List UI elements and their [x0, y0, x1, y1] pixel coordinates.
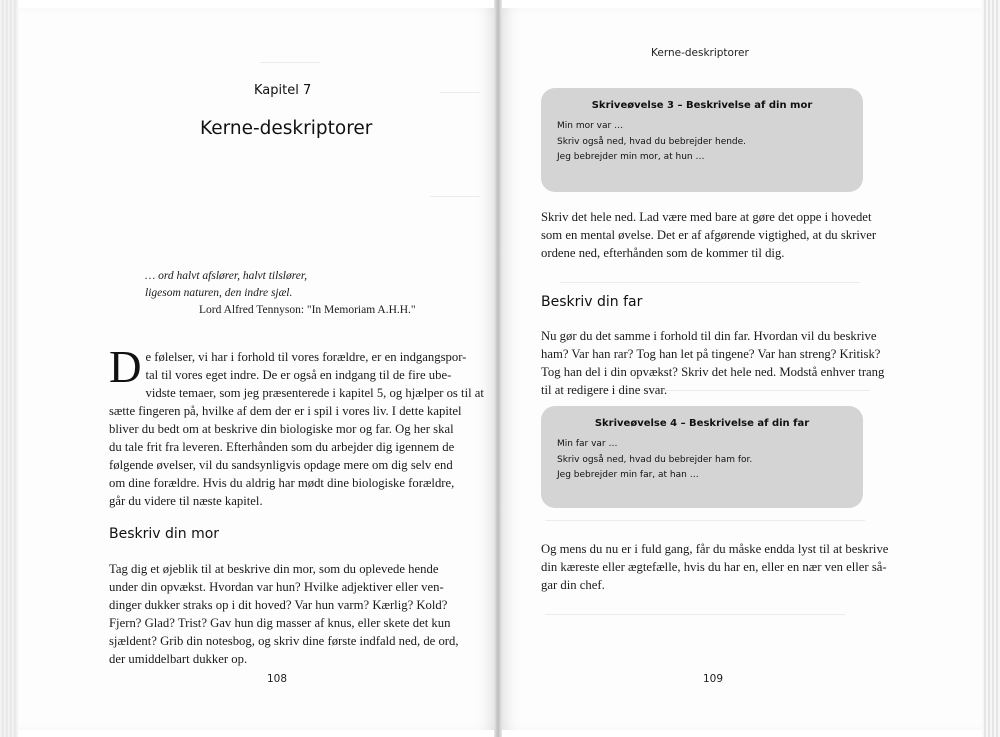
exercise-prompt: Jeg bebrejder min far, at han …: [557, 470, 699, 480]
text-line: Og mens du nu er i fuld gang, får du måske endda lyst til at beskrive: [541, 542, 889, 556]
chapter-title: Kerne-deskriptorer: [200, 118, 373, 139]
show-through: [430, 196, 480, 197]
mother-paragraph: [109, 560, 459, 668]
exercise-title: Skriveøvelse 4 – Beskrivelse af din far: [594, 418, 810, 429]
show-through: [545, 520, 865, 521]
text-line: sætte fingeren på, hvilke af dem der er i spil i vores liv. I dette kapitel: [109, 404, 462, 418]
epigraph-attribution: Lord Alfred Tennyson: "In Memoriam A.H.H.": [199, 304, 416, 316]
text-line: følgende øvelser, vil du sandsynligvis opdage mere om dig selv end: [109, 458, 453, 472]
drop-cap: D: [109, 342, 142, 392]
page-edges-right: [982, 0, 1000, 737]
write-it-down-paragraph: [541, 208, 881, 262]
text-line: Tag dig et øjeblik til at beskrive din mor, som du oplevede hende: [109, 562, 439, 576]
book-gutter: [494, 0, 502, 737]
exercise-prompt: Skriv også ned, hvad du bebrejder ham for.: [557, 454, 753, 465]
text-line: tal til vores eget indre. De er også en indgang til de fire ube-: [145, 368, 452, 382]
text-line: til at redigere i dine svar.: [541, 383, 668, 397]
text-line: du tale frit fra leveren. Efterhånden som du arbejder dig igennem de: [109, 440, 455, 454]
text-line: Skriv det hele ned. Lad være med bare at gøre det oppe i hovedet: [541, 210, 872, 224]
page-number-right: 109: [703, 673, 724, 685]
epigraph-line: ligesom naturen, den indre sjæl.: [145, 287, 293, 299]
intro-paragraph: [109, 342, 484, 510]
text-line: går du videre til næste kapitel.: [109, 494, 263, 508]
text-line: der umiddelbart dukker op.: [109, 652, 248, 666]
exercise-prompt: Min mor var …: [557, 121, 624, 131]
text-line: som en mental øvelse. Det er af afgørende vigtighed, at du skriver: [541, 228, 877, 242]
closing-paragraph: [541, 540, 889, 594]
exercise-box-father: [541, 406, 863, 508]
section-heading-mother: Beskriv din mor: [109, 526, 220, 542]
father-paragraph: [541, 327, 885, 399]
page-edges-left: [0, 0, 18, 737]
text-line: sjældent? Grib din notesbog, og skriv dine første indfald ned, de ord,: [109, 634, 459, 648]
exercise-box-mother: [541, 88, 863, 192]
text-line: under din opvækst. Hvordan var hun? Hvilke adjektiver eller ven-: [109, 580, 444, 594]
text-line: Fjern? Glad? Trist? Gav hun dig masser af knus, eller skete det kun: [109, 616, 451, 630]
show-through: [545, 614, 845, 615]
exercise-prompt: Skriv også ned, hvad du bebrejder hende.: [557, 136, 747, 147]
show-through: [560, 282, 860, 283]
show-through: [260, 62, 320, 63]
epigraph: [145, 268, 465, 319]
text-line: bliver du bedt om at beskrive din biologiske mor og far. Og her skal: [109, 422, 454, 436]
epigraph-line: … ord halvt afslører, halvt tilslører,: [145, 270, 307, 282]
text-line: Tog han del i din opvækst? Skriv det hele ned. Modstå enhver trang: [541, 365, 885, 379]
text-line: ham? Var han rar? Tog han let på tingene? Var han streng? Kritisk?: [541, 347, 881, 361]
running-head: Kerne-deskriptorer: [651, 47, 749, 59]
text-line: dinger dukker straks op i dit hoved? Var hun varm? Kærlig? Kold?: [109, 598, 448, 612]
text-line: gar din chef.: [541, 578, 605, 592]
text-line: e følelser, vi har i forhold til vores forældre, er en indgangspor-: [145, 350, 467, 364]
text-line: om dine forældre. Hvis du aldrig har mødt dine biologiske forældre,: [109, 476, 455, 490]
show-through: [440, 92, 480, 93]
text-line: din kæreste eller ægtefælle, hvis du har en, eller en nær ven eller så-: [541, 560, 887, 574]
section-heading-father: Beskriv din far: [541, 294, 643, 310]
text-line: Nu gør du det samme i forhold til din far. Hvordan vil du beskrive: [541, 329, 877, 343]
exercise-prompt: Min far var …: [557, 439, 618, 449]
text-line: ordene ned, efterhånden som de kommer til dig.: [541, 246, 785, 260]
exercise-prompt: Jeg bebrejder min mor, at hun …: [557, 152, 705, 162]
exercise-title: Skriveøvelse 3 – Beskrivelse af din mor: [591, 100, 813, 111]
chapter-label: Kapitel 7: [254, 83, 312, 98]
page-number-left: 108: [267, 673, 288, 685]
text-line: vidste temaer, som jeg præsenterede i kapitel 5, og hjælper os til at: [145, 386, 484, 400]
